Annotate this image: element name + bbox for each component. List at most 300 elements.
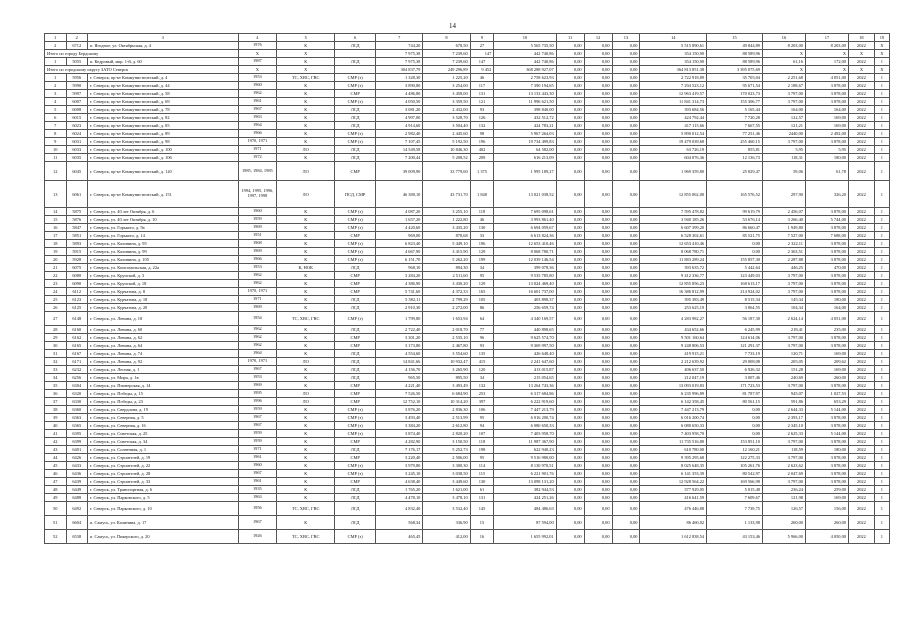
value-cell: 412,00 [423, 530, 470, 544]
value-cell: 180,00 [806, 296, 849, 304]
value-cell: 236,24 [763, 486, 806, 494]
build-year-cell: 1962 [238, 326, 277, 334]
value-cell: 2 345,10 [763, 422, 806, 430]
value-cell: 209 [470, 154, 494, 162]
house-id-cell: 6123 [66, 296, 88, 304]
address-cell: г. Северск, ул. Северная, д. 5 [88, 414, 239, 422]
value-cell: 0,00 [584, 454, 612, 462]
flag-cell: 1 [874, 74, 889, 82]
work-type-cell: СМР [335, 232, 376, 240]
year-cell: 2022 [849, 114, 875, 122]
flag-cell: 1 [874, 486, 889, 494]
value-cell: 3 878,00 [806, 414, 849, 422]
value-cell: 0,00 [556, 494, 584, 502]
value-cell: 0,00 [612, 494, 640, 502]
value-cell: 169,00 [806, 350, 849, 358]
value-cell: 0,00 [612, 138, 640, 146]
build-year-cell: 1971 [238, 446, 277, 454]
work-type-cell: СМР [335, 478, 376, 486]
empty-cell [335, 50, 376, 58]
flag-cell: 1 [874, 422, 889, 430]
value-cell: 7 695 098,61 [494, 208, 556, 216]
table-row [45, 272, 890, 280]
table-row [45, 98, 890, 106]
value-cell: 0,00 [556, 486, 584, 494]
house-id-cell: 6031 [66, 138, 88, 146]
value-cell: 3 478,10 [423, 494, 470, 502]
house-id-cell: 6712 [66, 42, 88, 50]
material-cell: К [277, 430, 335, 438]
value-cell: 16 601 737,00 [494, 288, 556, 296]
value-cell: 126,57 [763, 502, 806, 516]
value-cell: 0,00 [612, 256, 640, 264]
value-cell: 3 797,00 [763, 280, 806, 288]
house-id-cell: 6320 [66, 390, 88, 398]
material-cell: ЛО [277, 390, 335, 398]
value-cell: 1 969 359,80 [640, 162, 707, 181]
material-cell: К [277, 296, 335, 304]
year-cell: 2022 [849, 374, 875, 382]
value-cell: 6 151,70 [376, 256, 423, 264]
house-id-cell: 6125 [66, 304, 88, 312]
flag-cell: X [874, 42, 889, 50]
flag-cell: 1 [874, 312, 889, 326]
value-cell: 0,00 [584, 272, 612, 280]
flag-cell: 1 [874, 146, 889, 154]
value-cell: 199 [470, 256, 494, 264]
build-year-cell: 1953 [238, 74, 277, 82]
value-cell: 2 456,07 [763, 208, 806, 216]
value-cell: 3 797,00 [763, 90, 806, 98]
value-cell: 126 [470, 114, 494, 122]
flag-cell: 1 [874, 240, 889, 248]
flag-cell: 1 [874, 58, 889, 66]
value-cell: 2 513,99 [423, 414, 470, 422]
value-cell: 3 007,46 [707, 374, 763, 382]
address-cell: г. Северск, пр-кт Коммунистический, д. 98 [88, 138, 239, 146]
build-year-cell: 1968 [238, 240, 277, 248]
material-cell: К [277, 42, 335, 50]
value-cell: 484 486,63 [494, 502, 556, 516]
value-cell: 5 262,20 [423, 256, 470, 264]
year-cell: 2022 [849, 288, 875, 296]
value-cell: 12 928 564,22 [640, 478, 707, 486]
value-cell: 8 068 780,71 [640, 248, 707, 256]
value-cell: 13 098 131,20 [494, 478, 556, 486]
value-cell: 406 637,50 [640, 366, 707, 374]
value-cell: 0,00 [556, 288, 584, 296]
value-cell: 0,00 [612, 398, 640, 406]
value-cell: 212 047,19 [640, 374, 707, 382]
flag-cell: 1 [874, 326, 889, 334]
build-year-cell: 1967 [238, 516, 277, 530]
value-cell: 0,00 [556, 224, 584, 232]
build-year-cell: 1959 [238, 406, 277, 414]
build-year-cell: 1972 [238, 154, 277, 162]
table-row [45, 304, 890, 312]
value-cell: 10 846,30 [423, 146, 470, 154]
value-cell: 34 [470, 264, 494, 272]
value-cell: 3 940 185,26 [640, 216, 707, 224]
subtotal-value-cell: 364 813 851,38 [640, 66, 707, 74]
value-cell: 440 898,65 [494, 326, 556, 334]
value-cell: 121 291,37 [707, 342, 763, 350]
flag-cell: 1 [874, 390, 889, 398]
value-cell: 3 038,50 [423, 470, 470, 478]
flag-cell: 1 [874, 478, 889, 486]
year-cell: 2022 [849, 248, 875, 256]
row-number-cell: 25 [45, 296, 67, 304]
value-cell: 354 150,90 [640, 58, 707, 66]
value-cell: 105 261,76 [707, 462, 763, 470]
value-cell: 5 192,50 [423, 138, 470, 146]
build-year-cell: 1967 [238, 422, 277, 430]
house-id-cell: 6449 [66, 486, 88, 494]
value-cell: 0,00 [556, 530, 584, 544]
row-number-cell: 16 [45, 224, 67, 232]
value-cell: 49 844,89 [707, 42, 763, 50]
value-cell: 0,00 [612, 390, 640, 398]
column-number-cell: 19 [874, 34, 889, 42]
value-cell: 0,00 [556, 350, 584, 358]
table-row [45, 414, 890, 422]
value-cell: 9 625 574,70 [494, 334, 556, 342]
year-cell: 2022 [849, 358, 875, 366]
table-row [45, 122, 890, 130]
value-cell: 0,00 [707, 248, 763, 256]
value-cell: 0,00 [584, 264, 612, 272]
value-cell: 3 878,00 [806, 248, 849, 256]
value-cell: 0,00 [556, 312, 584, 326]
flag-cell: 1 [874, 280, 889, 288]
build-year-cell: 1994, 1995, 1996, 1997, 1998 [238, 181, 277, 208]
value-cell: 155 857,30 [707, 256, 763, 264]
column-number-cell: 6 [335, 34, 376, 42]
build-year-cell: 1964 [238, 350, 277, 358]
value-cell: 2 506,00 [423, 454, 470, 462]
row-number-cell: 20 [45, 256, 67, 264]
value-cell: 0,00 [584, 350, 612, 358]
house-id-cell: 6401 [66, 446, 88, 454]
value-cell: 5 515 890,61 [640, 42, 707, 50]
value-cell: 2 982,40 [376, 130, 423, 138]
build-year-cell: 1963 [238, 114, 277, 122]
value-cell: 5 967 264,03 [494, 130, 556, 138]
value-cell: 476 446,88 [640, 502, 707, 516]
work-type-cell: ЛСД [335, 114, 376, 122]
table-row [45, 390, 890, 398]
build-year-cell: 1971 [238, 296, 277, 304]
work-type-cell: ЛСД [335, 366, 376, 374]
flag-cell: 1 [874, 248, 889, 256]
address-cell: г. Северск, ул. Пионерская, д. 14 [88, 382, 239, 390]
house-id-cell: 6365 [66, 422, 88, 430]
material-cell: К [277, 366, 335, 374]
work-type-cell: ЛСД [335, 374, 376, 382]
value-cell: 424 792,44 [640, 114, 707, 122]
column-number-cell: 10 [494, 34, 556, 42]
value-cell: 19 734 499,83 [494, 138, 556, 146]
value-cell: 0,00 [707, 422, 763, 430]
value-cell: 0,00 [584, 42, 612, 50]
value-cell: 0,00 [556, 248, 584, 256]
value-cell: 11 996 621,50 [494, 98, 556, 106]
year-cell: 2022 [849, 256, 875, 264]
flag-cell: 1 [874, 98, 889, 106]
value-cell: 2 188,67 [763, 82, 806, 90]
value-cell: 3 384,20 [376, 422, 423, 430]
value-cell: 3 300,30 [423, 462, 470, 470]
value-cell: 5 442,64 [707, 264, 763, 272]
value-cell: 0,00 [556, 446, 584, 454]
subtotal-value-cell: 304 837,79 [376, 66, 423, 74]
year-cell: 2022 [849, 446, 875, 454]
value-cell: 12 855 856,23 [640, 280, 707, 288]
value-cell: 120,71 [763, 350, 806, 358]
address-cell: г. Северск, ул. Парковского, д. 10 [88, 502, 239, 516]
value-cell: 1 653,94 [423, 312, 470, 326]
value-cell: 8 203,00 [763, 42, 806, 50]
address-cell: г. Северск, пр-кт Коммунистический, д. 120 [88, 162, 239, 181]
house-id-cell: 5875 [66, 208, 88, 216]
value-cell: 3 878,00 [806, 280, 849, 288]
value-cell: 120 [470, 366, 494, 374]
material-cell: К [277, 224, 335, 232]
value-cell: 33 [470, 232, 494, 240]
value-cell: 33 779,60 [423, 162, 470, 181]
value-cell: 6 080 650,33 [494, 422, 556, 430]
table-row [45, 350, 890, 358]
value-cell: 3 874,40 [376, 430, 423, 438]
value-cell: 0,00 [612, 358, 640, 366]
subtotal-row [45, 50, 890, 58]
material-cell: К [277, 438, 335, 446]
table-row [45, 438, 890, 446]
subtotal-value-cell: 3 395 075,69 [707, 66, 763, 74]
year-cell: 2022 [849, 398, 875, 406]
value-cell: 169,00 [806, 122, 849, 130]
value-cell: 1 225,20 [423, 74, 470, 82]
column-number-cell: 18 [849, 34, 875, 42]
row-number-cell: 37 [45, 398, 67, 406]
value-cell: 2 644,33 [763, 406, 806, 414]
value-cell: 35 705,04 [707, 74, 763, 82]
row-number-cell: 1 [45, 58, 67, 66]
value-cell: 0,00 [556, 502, 584, 516]
value-cell: 7 447 213,79 [494, 406, 556, 414]
column-number-cell: 12 [584, 34, 612, 42]
value-cell: 164,00 [763, 106, 806, 114]
value-cell: 124 614,06 [707, 334, 763, 342]
table-row [45, 240, 890, 248]
address-cell: г. Северск, пр-кт Коммунистический, д. 106 [88, 154, 239, 162]
house-id-cell: 5997 [66, 90, 88, 98]
value-cell: 13 133 443,30 [494, 90, 556, 98]
value-cell: 3 064,55 [707, 304, 763, 312]
house-id-cell: 5055 [66, 58, 88, 66]
house-id-cell: 6080 [66, 272, 88, 280]
value-cell: 2 722,40 [376, 326, 423, 334]
column-number-cell: 16 [763, 34, 806, 42]
value-cell: 106 [470, 406, 494, 414]
material-cell: К [277, 240, 335, 248]
value-cell: 7 403 958,70 [494, 430, 556, 438]
value-cell: 105 [470, 296, 494, 304]
value-cell: 6 016 200,74 [494, 414, 556, 422]
row-number-cell: 27 [45, 312, 67, 326]
house-id-cell: 6165 [66, 342, 88, 350]
value-cell: 1 621,00 [423, 486, 470, 494]
address-cell: г. Северск, ул. Советская, д. 34 [88, 438, 239, 446]
row-number-cell: 3 [45, 90, 67, 98]
subtotal-value-cell: 354 150,90 [640, 50, 707, 58]
work-type-cell: СМР (з) [335, 130, 376, 138]
value-cell: 3 266,40 [763, 216, 806, 224]
house-id-cell: 6045 [66, 162, 88, 181]
build-year-cell: 1962 [238, 90, 277, 98]
value-cell: 0,00 [584, 366, 612, 374]
value-cell: 3 359,50 [423, 98, 470, 106]
subtotal-value-cell: 0,00 [556, 50, 584, 58]
row-number-cell: 14 [45, 208, 67, 216]
build-year-cell: 1969 [238, 382, 277, 390]
value-cell: 297,90 [763, 181, 806, 208]
build-year-cell: 1961 [238, 478, 277, 486]
work-type-cell: ЛСД [335, 122, 376, 130]
flag-cell: 1 [874, 232, 889, 240]
value-cell: 43 153,46 [707, 530, 763, 544]
value-cell: 121 [470, 98, 494, 106]
value-cell: 129 [470, 280, 494, 288]
house-id-cell: 5915 [66, 248, 88, 256]
table-row [45, 82, 890, 90]
flag-cell: 1 [874, 154, 889, 162]
material-cell: ЛО [277, 146, 335, 154]
value-cell: 1 328,30 [376, 74, 423, 82]
value-cell: 5 208,52 [423, 154, 470, 162]
work-type-cell: ЛСД [335, 326, 376, 334]
value-cell: 88 589,96 [707, 58, 763, 66]
subtotal-value-cell: 0,00 [584, 50, 612, 58]
value-cell: 395 383,49 [640, 296, 707, 304]
build-year-cell: 1971 [238, 146, 277, 154]
value-cell: 0,00 [612, 304, 640, 312]
value-cell: 13 264 743,36 [494, 382, 556, 390]
value-cell: 0,00 [584, 58, 612, 66]
value-cell: 442 740,86 [494, 58, 556, 66]
value-cell: 165 [470, 288, 494, 296]
row-number-cell: 13 [45, 181, 67, 208]
value-cell: 3 876,20 [376, 406, 423, 414]
year-cell: 2022 [849, 82, 875, 90]
value-cell: 5 565 735,50 [494, 42, 556, 50]
value-cell: 3 878,00 [806, 208, 849, 216]
work-type-cell: СМР (з) [335, 240, 376, 248]
table-row [45, 406, 890, 414]
table-row [45, 216, 890, 224]
flag-cell: 1 [874, 398, 889, 406]
value-cell: 434 652,66 [640, 326, 707, 334]
year-cell: 2022 [849, 516, 875, 530]
value-cell: 4 221,40 [376, 382, 423, 390]
value-cell: 14 549,58 [376, 146, 423, 154]
value-cell: 0,00 [556, 181, 584, 208]
value-cell: 0,00 [584, 414, 612, 422]
year-cell: 2022 [849, 326, 875, 334]
value-cell: 7 200,44 [376, 154, 423, 162]
value-cell: 0,00 [612, 240, 640, 248]
value-cell: 7 609,67 [707, 494, 763, 502]
value-cell: 86 [470, 304, 494, 312]
value-cell: 0,00 [612, 530, 640, 544]
flag-cell: 1 [874, 122, 889, 130]
build-year-cell: 1970, 1971 [238, 288, 277, 296]
value-cell: 0,00 [584, 224, 612, 232]
value-cell: 205,05 [763, 358, 806, 366]
value-cell: 0,00 [584, 438, 612, 446]
build-year-cell: 1995 [238, 390, 277, 398]
row-number-cell: 1 [45, 74, 67, 82]
value-cell: 0,00 [556, 462, 584, 470]
work-type-cell: ЛСД [335, 486, 376, 494]
value-cell: 2 432,00 [423, 106, 470, 114]
house-id-cell: 6075 [66, 264, 88, 272]
value-cell: 0,00 [584, 406, 612, 414]
value-cell: 259,00 [806, 486, 849, 494]
subtotal-value-cell: 0,00 [612, 50, 640, 58]
subtotal-x-cell: X [849, 66, 875, 74]
value-cell: 7 688,00 [806, 232, 849, 240]
value-cell: 122 275,33 [707, 454, 763, 462]
flag-cell: 1 [874, 502, 889, 516]
value-cell: 46 [470, 216, 494, 224]
value-cell: 6 222 919,60 [494, 398, 556, 406]
value-cell: 0,00 [584, 494, 612, 502]
material-cell: ЛО [277, 181, 335, 208]
value-cell: 2 820,20 [423, 430, 470, 438]
house-id-cell: 6488 [66, 494, 88, 502]
value-cell: 0,00 [584, 122, 612, 130]
value-cell: 0,00 [612, 446, 640, 454]
value-cell: 14 841,66 [376, 358, 423, 366]
year-cell: 2022 [849, 181, 875, 208]
year-cell: 2022 [849, 478, 875, 486]
value-cell: 3 878,00 [806, 82, 849, 90]
value-cell: 8 515,34 [707, 296, 763, 304]
value-cell: 131 [470, 494, 494, 502]
value-cell: 0,00 [707, 414, 763, 422]
build-year-cell: 1966 [238, 256, 277, 264]
work-type-cell: СМР [335, 438, 376, 446]
value-cell: 0,00 [612, 42, 640, 50]
value-cell: 7 403 958,70 [640, 430, 707, 438]
house-id-cell: 6160 [66, 326, 88, 334]
house-id-cell: 6433 [66, 462, 88, 470]
flag-cell: 1 [874, 454, 889, 462]
row-number-cell: 48 [45, 486, 67, 494]
row-number-cell: 10 [45, 146, 67, 154]
work-type-cell: ЛСД [335, 446, 376, 454]
value-cell: 7 739,75 [707, 502, 763, 516]
value-cell: 5 449,10 [423, 240, 470, 248]
address-cell: г. Северск, ул. Лесная, д. 1 [88, 366, 239, 374]
value-cell: 0,00 [584, 312, 612, 326]
value-cell: 6 607 399,20 [640, 224, 707, 232]
value-cell: 1 027,53 [806, 390, 849, 398]
value-cell: 235,00 [806, 326, 849, 334]
year-cell: 2022 [849, 382, 875, 390]
address-cell: г. Северск, пр-кт Коммунистический, д. 58 [88, 90, 239, 98]
